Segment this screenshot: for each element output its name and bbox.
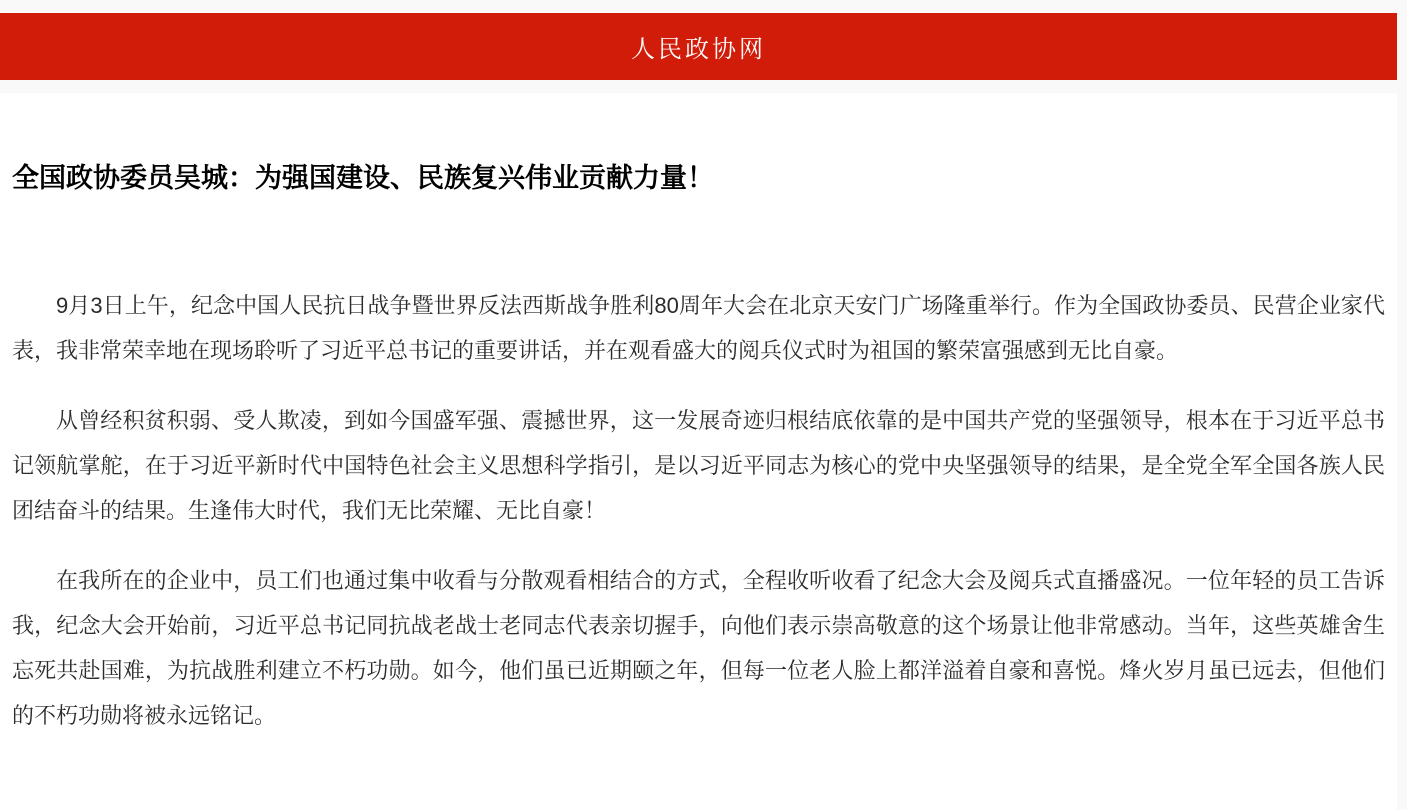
- article-paragraph: 从曾经积贫积弱、受人欺凌，到如今国盛军强、震撼世界，这一发展奇迹归根结底依靠的是中国共产党的坚强领导，根本在于习近平总书记领航掌舵，在于习近平新时代中国特色社会主义思想科学指引，是以习近平同志为核心的党中央坚强领导的结果，是全党全军全国各族人民团结奋斗的结果。生逢伟大时代，我们无比荣耀、无比自豪！: [12, 408, 1385, 523]
- article-body: [12, 283, 1385, 738]
- article-title: 全国政协委员吴城：为强国建设、民族复兴伟业贡献力量！: [12, 163, 714, 193]
- article-content: [0, 93, 1397, 810]
- site-name-link[interactable]: 人民政协网: [631, 36, 766, 63]
- article-paragraph: 在我所在的企业中，员工们也通过集中收看与分散观看相结合的方式，全程收听收看了纪念大会及阅兵式直播盛况。一位年轻的员工告诉我，纪念大会开始前，习近平总书记同抗战老战士老同志代表亲切握手，向他们表示崇高敬意的这个场景让他非常感动。当年，这些英雄舍生忘死共赴国难，为抗战胜利建立不朽功勋。如今，他们虽已近期颐之年，但每一位老人脸上都洋溢着自豪和喜悦。烽火岁月虽已远去，但他们的不朽功勋将被永远铭记。: [12, 568, 1385, 728]
- site-header: [0, 13, 1397, 80]
- page: [0, 13, 1397, 810]
- article-paragraph: 9月3日上午，纪念中国人民抗日战争暨世界反法西斯战争胜利80周年大会在北京天安门广场隆重举行。作为全国政协委员、民营企业家代表，我非常荣幸地在现场聆听了习近平总书记的重要讲话，并在观看盛大的阅兵仪式时为祖国的繁荣富强感到无比自豪。: [12, 293, 1385, 363]
